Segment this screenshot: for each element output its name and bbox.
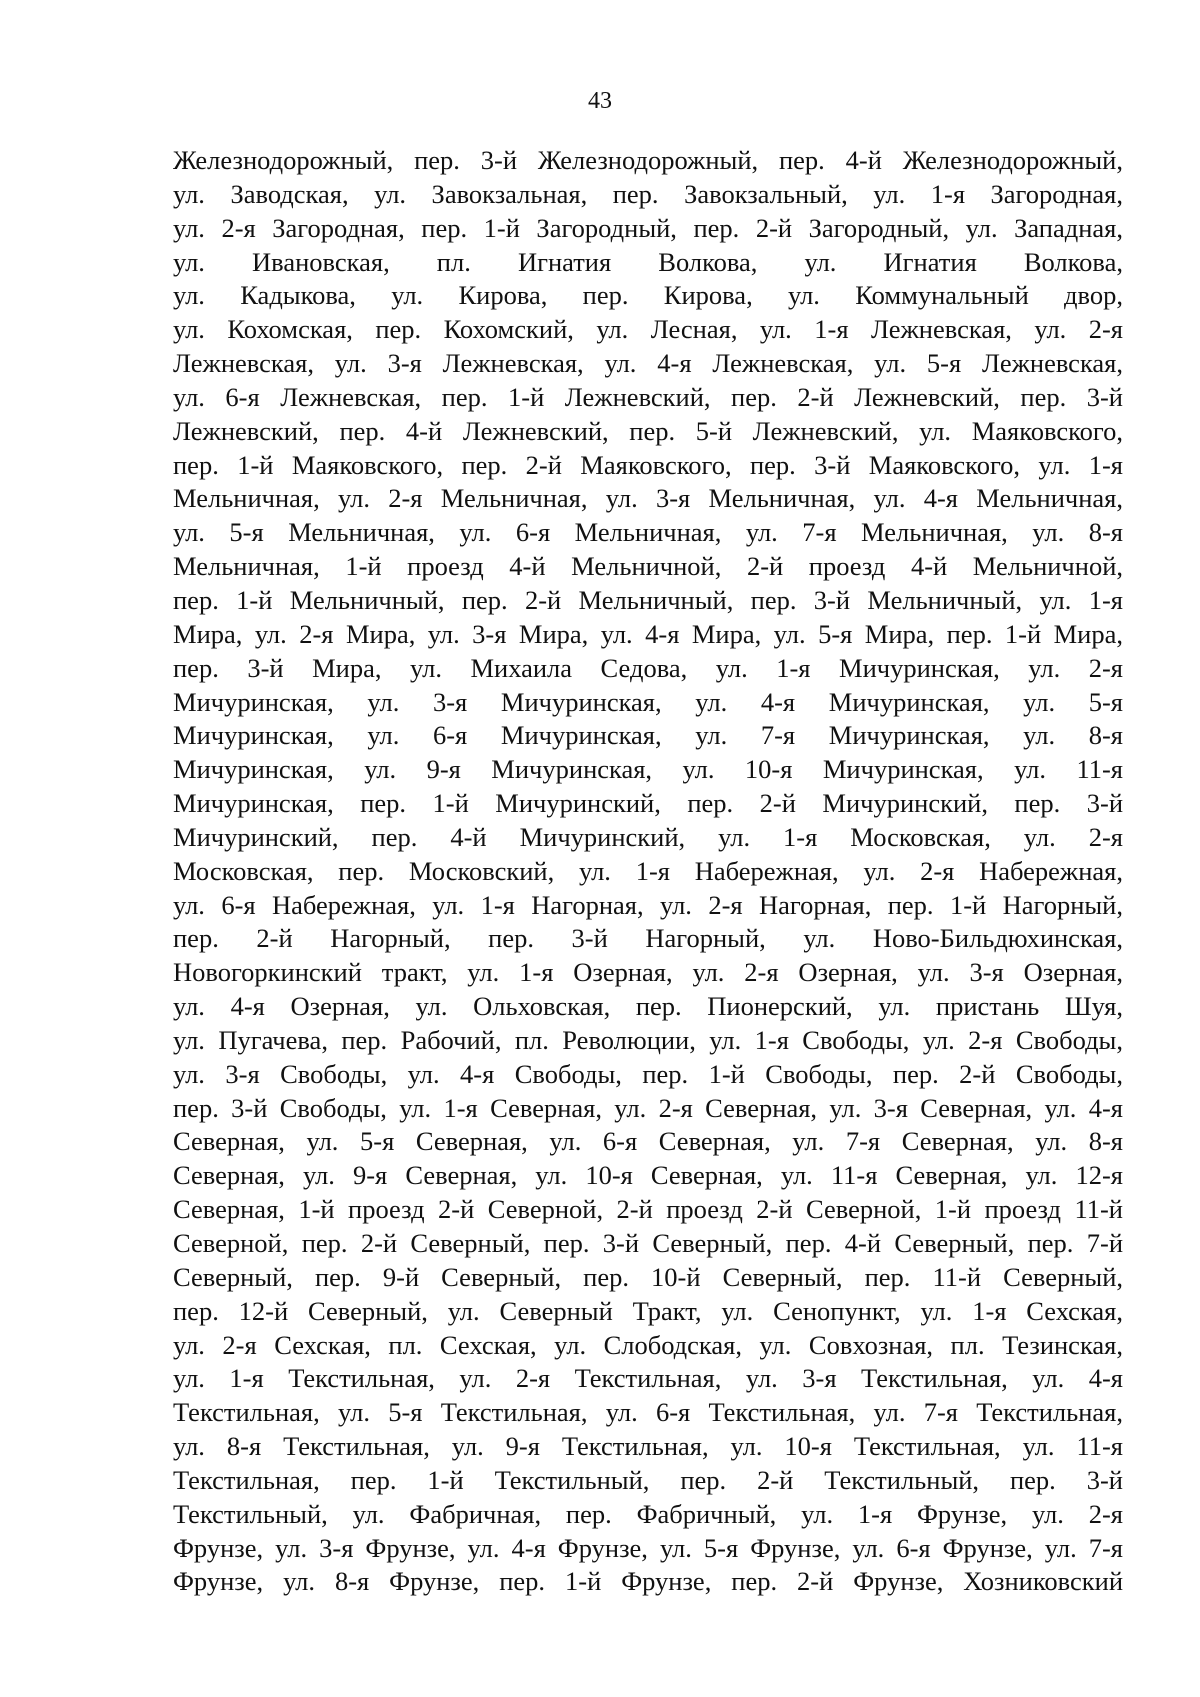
text-line: пер. 3-й Свободы, ул. 1-я Северная, ул. 2-я Северная, ул. 3-я Северная, ул. 4-я — [173, 1092, 1123, 1123]
text-line: Мичуринская, ул. 9-я Мичуринская, ул. 10-я Мичуринская, ул. 11-я — [173, 754, 1123, 785]
text-line: Мельничная, 1-й проезд 4-й Мельничной, 2-й проезд 4-й Мельничной, — [173, 551, 1123, 582]
text-line: Северная, ул. 9-я Северная, ул. 10-я Северная, ул. 11-я Северная, ул. 12-я — [173, 1160, 1123, 1191]
text-line: Северной, пер. 2-й Северный, пер. 3-й Северный, пер. 4-й Северный, пер. 7-й — [173, 1228, 1123, 1258]
text-line: ул. 4-я Озерная, ул. Ольховская, пер. Пионерский, ул. пристань Шуя, — [173, 991, 1123, 1022]
text-line: Мичуринская, ул. 6-я Мичуринская, ул. 7-я Мичуринская, ул. 8-я — [173, 720, 1123, 751]
text-line: Текстильная, пер. 1-й Текстильный, пер. 2-й Текстильный, пер. 3-й — [173, 1464, 1123, 1495]
text-line: Северный, пер. 9-й Северный, пер. 10-й Северный, пер. 11-й Северный, — [173, 1261, 1123, 1292]
text-line: Северная, 1-й проезд 2-й Северной, 2-й проезд 2-й Северной, 1-й проезд 11-й — [173, 1194, 1123, 1225]
text-line: ул. Заводская, ул. Завокзальная, пер. Завокзальный, ул. 1-я Загородная, — [173, 178, 1123, 209]
text-line: пер. 3-й Мира, ул. Михаила Седова, ул. 1-я Мичуринская, ул. 2-я — [173, 652, 1123, 683]
text-line: ул. 8-я Текстильная, ул. 9-я Текстильная, ул. 10-я Текстильная, ул. 11-я — [173, 1431, 1123, 1462]
text-line: ул. Кадыкова, ул. Кирова, пер. Кирова, ул. Коммунальный двор, — [173, 280, 1123, 311]
text-line: ул. 2-я Сехская, пл. Сехская, ул. Слободская, ул. Совхозная, пл. Тезинская, — [173, 1329, 1123, 1360]
text-line: Мичуринская, ул. 3-я Мичуринская, ул. 4-я Мичуринская, ул. 5-я — [173, 686, 1123, 717]
text-line: ул. 1-я Текстильная, ул. 2-я Текстильная, ул. 3-я Текстильная, ул. 4-я — [173, 1363, 1123, 1394]
text-line: Текстильная, ул. 5-я Текстильная, ул. 6-я Текстильная, ул. 7-я Текстильная, — [173, 1397, 1123, 1428]
text-line: ул. Ивановская, пл. Игнатия Волкова, ул. Игнатия Волкова, — [173, 246, 1123, 277]
text-line: Северная, ул. 5-я Северная, ул. 6-я Северная, ул. 7-я Северная, ул. 8-я — [173, 1126, 1123, 1157]
page-number: 43 — [588, 88, 612, 114]
text-line: пер. 2-й Нагорный, пер. 3-й Нагорный, ул. Ново-Бильдюхинская, — [173, 923, 1123, 954]
text-line: ул. 6-я Лежневская, пер. 1-й Лежневский, пер. 2-й Лежневский, пер. 3-й — [173, 381, 1123, 412]
text-line: ул. 6-я Набережная, ул. 1-я Нагорная, ул. 2-я Нагорная, пер. 1-й Нагорный, — [173, 889, 1123, 920]
text-line: Фрунзе, ул. 3-я Фрунзе, ул. 4-я Фрунзе, ул. 5-я Фрунзе, ул. 6-я Фрунзе, ул. 7-я — [173, 1532, 1123, 1563]
text-line: Московская, пер. Московский, ул. 1-я Набережная, ул. 2-я Набережная, — [173, 855, 1123, 886]
text-line: Новогоркинский тракт, ул. 1-я Озерная, ул. 2-я Озерная, ул. 3-я Озерная, — [173, 957, 1123, 988]
street-list-paragraph — [173, 144, 1123, 1599]
text-line: ул. Пугачева, пер. Рабочий, пл. Революции, ул. 1-я Свободы, ул. 2-я Свободы, — [173, 1024, 1123, 1055]
text-line: Фрунзе, ул. 8-я Фрунзе, пер. 1-й Фрунзе, пер. 2-й Фрунзе, Хозниковский — [173, 1566, 1123, 1597]
text-line: пер. 1-й Маяковского, пер. 2-й Маяковского, пер. 3-й Маяковского, ул. 1-я — [173, 449, 1123, 480]
text-line: Мира, ул. 2-я Мира, ул. 3-я Мира, ул. 4-я Мира, ул. 5-я Мира, пер. 1-й Мира, — [173, 618, 1123, 649]
text-line: Мичуринский, пер. 4-й Мичуринский, ул. 1-я Московская, ул. 2-я — [173, 821, 1123, 852]
text-line: ул. 5-я Мельничная, ул. 6-я Мельничная, ул. 7-я Мельничная, ул. 8-я — [173, 517, 1123, 548]
text-line: ул. Кохомская, пер. Кохомский, ул. Лесная, ул. 1-я Лежневская, ул. 2-я — [173, 314, 1123, 345]
text-line: Железнодорожный, пер. 3-й Железнодорожный, пер. 4-й Железнодорожный, — [173, 145, 1123, 175]
text-line: Мельничная, ул. 2-я Мельничная, ул. 3-я Мельничная, ул. 4-я Мельничная, — [173, 483, 1123, 514]
text-line: Текстильный, ул. Фабричная, пер. Фабричный, ул. 1-я Фрунзе, ул. 2-я — [173, 1498, 1123, 1529]
text-line: ул. 2-я Загородная, пер. 1-й Загородный, пер. 2-й Загородный, ул. Западная, — [173, 212, 1123, 243]
text-line: Лежневская, ул. 3-я Лежневская, ул. 4-я Лежневская, ул. 5-я Лежневская, — [173, 348, 1123, 379]
text-line: Мичуринская, пер. 1-й Мичуринский, пер. 2-й Мичуринский, пер. 3-й — [173, 788, 1123, 819]
text-line: пер. 1-й Мельничный, пер. 2-й Мельничный, пер. 3-й Мельничный, ул. 1-я — [173, 584, 1123, 615]
text-line: ул. 3-я Свободы, ул. 4-я Свободы, пер. 1-й Свободы, пер. 2-й Свободы, — [173, 1058, 1123, 1089]
text-line: пер. 12-й Северный, ул. Северный Тракт, ул. Сенопункт, ул. 1-я Сехская, — [173, 1295, 1123, 1326]
text-line: Лежневский, пер. 4-й Лежневский, пер. 5-й Лежневский, ул. Маяковского, — [173, 415, 1123, 446]
